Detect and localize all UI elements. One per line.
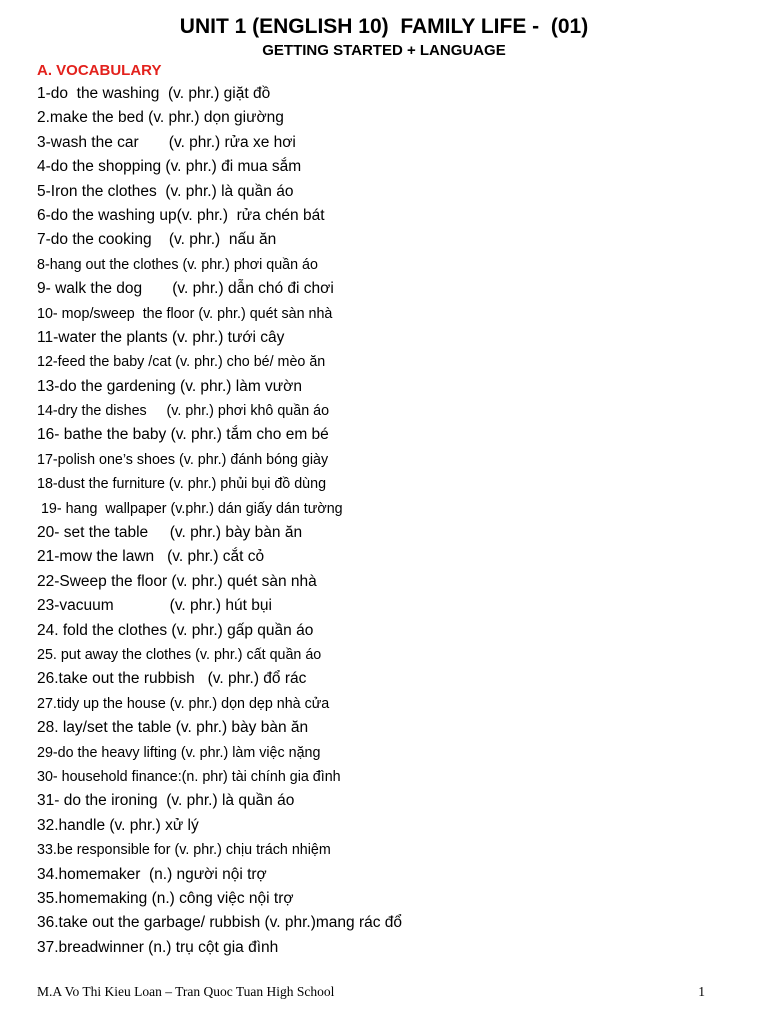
vocab-item-17: 17-polish one’s shoes (v. phr.) đánh bóng giày: [37, 451, 329, 468]
vocab-item-21: 21-mow the lawn (v. phr.) cắt cỏ: [37, 548, 265, 566]
section-heading-vocabulary: A. VOCABULARY: [37, 62, 162, 79]
vocab-item-23: 23-vacuum (v. phr.) hút bụi: [37, 597, 272, 615]
vocab-item-13: 13-do the gardening (v. phr.) làm vườn: [37, 377, 302, 395]
vocab-item-28: 28. lay/set the table (v. phr.) bày bàn ăn: [37, 719, 309, 737]
vocab-item-36: 36.take out the garbage/ rubbish (v. phr.)mang rác đổ: [37, 914, 403, 932]
vocab-item-34: 34.homemaker (n.) người nội trợ: [37, 865, 267, 883]
vocab-item-32: 32.handle (v. phr.) xử lý: [37, 816, 199, 834]
vocab-item-31: 31- do the ironing (v. phr.) là quần áo: [37, 792, 295, 810]
vocab-item-30: 30- household finance:(n. phr) tài chính gia đình: [37, 768, 341, 785]
vocab-item-16: 16- bathe the baby (v. phr.) tắm cho em bé: [37, 426, 329, 444]
page-footer: [37, 984, 705, 1000]
vocab-item-33: 33.be responsible for (v. phr.) chịu trách nhiệm: [37, 842, 331, 859]
vocab-item-14: 14-dry the dishes (v. phr.) phơi khô quần áo: [37, 403, 330, 420]
page-number: 1: [698, 984, 705, 999]
vocab-item-25: 25. put away the clothes (v. phr.) cất quần áo: [37, 646, 322, 663]
vocab-item-18: 18-dust the furniture (v. phr.) phủi bụi đồ dùng: [37, 476, 327, 493]
vocab-item-19: 19- hang wallpaper (v.phr.) dán giấy dán tường: [37, 500, 343, 517]
vocab-item-4: 4-do the shopping (v. phr.) đi mua sắm: [37, 158, 302, 176]
vocab-item-7: 7-do the cooking (v. phr.) nấu ăn: [37, 231, 277, 249]
vocab-item-1: 1-do the washing (v. phr.) giặt đồ: [37, 85, 271, 102]
vocab-item-35: 35.homemaking (n.) công việc nội trợ: [37, 889, 294, 907]
vocab-item-22: 22-Sweep the floor (v. phr.) quét sàn nhà: [37, 572, 317, 590]
vocab-item-20: 20- set the table (v. phr.) bày bàn ăn: [37, 524, 303, 542]
vocab-item-3: 3-wash the car (v. phr.) rửa xe hơi: [37, 133, 296, 151]
vocab-item-27: 27.tidy up the house (v. phr.) dọn dẹp nhà cửa: [37, 695, 330, 712]
vocab-item-2: 2.make the bed (v. phr.) dọn giường: [37, 109, 284, 127]
vocab-item-9: 9- walk the dog (v. phr.) dẫn chó đi chơi: [37, 280, 334, 298]
vocab-item-37: 37.breadwinner (n.) trụ cột gia đình: [37, 938, 279, 956]
vocab-item-12: 12-feed the baby /cat (v. phr.) cho bé/ mèo ăn: [37, 354, 326, 371]
vocab-item-10: 10- mop/sweep the floor (v. phr.) quét sàn nhà: [37, 305, 333, 322]
footer-author: M.A Vo Thi Kieu Loan – Tran Quoc Tuan High School: [37, 984, 335, 999]
vocab-item-5: 5-Iron the clothes (v. phr.) là quần áo: [37, 182, 294, 200]
vocab-item-6: 6-do the washing up(v. phr.) rửa chén bát: [37, 206, 325, 224]
vocab-item-8: 8-hang out the clothes (v. phr.) phơi quần áo: [37, 256, 318, 273]
vocab-item-11: 11-water the plants (v. phr.) tưới cây: [37, 328, 285, 346]
vocab-item-26: 26.take out the rubbish (v. phr.) đổ rác: [37, 670, 307, 688]
page-subtitle: GETTING STARTED + LANGUAGE: [262, 42, 506, 59]
vocab-item-29: 29-do the heavy lifting (v. phr.) làm việc nặng: [37, 744, 321, 761]
page-title: UNIT 1 (ENGLISH 10) FAMILY LIFE - (01): [179, 15, 589, 38]
vocabulary-list: [37, 82, 737, 960]
vocab-item-24: 24. fold the clothes (v. phr.) gấp quần áo: [37, 621, 314, 639]
